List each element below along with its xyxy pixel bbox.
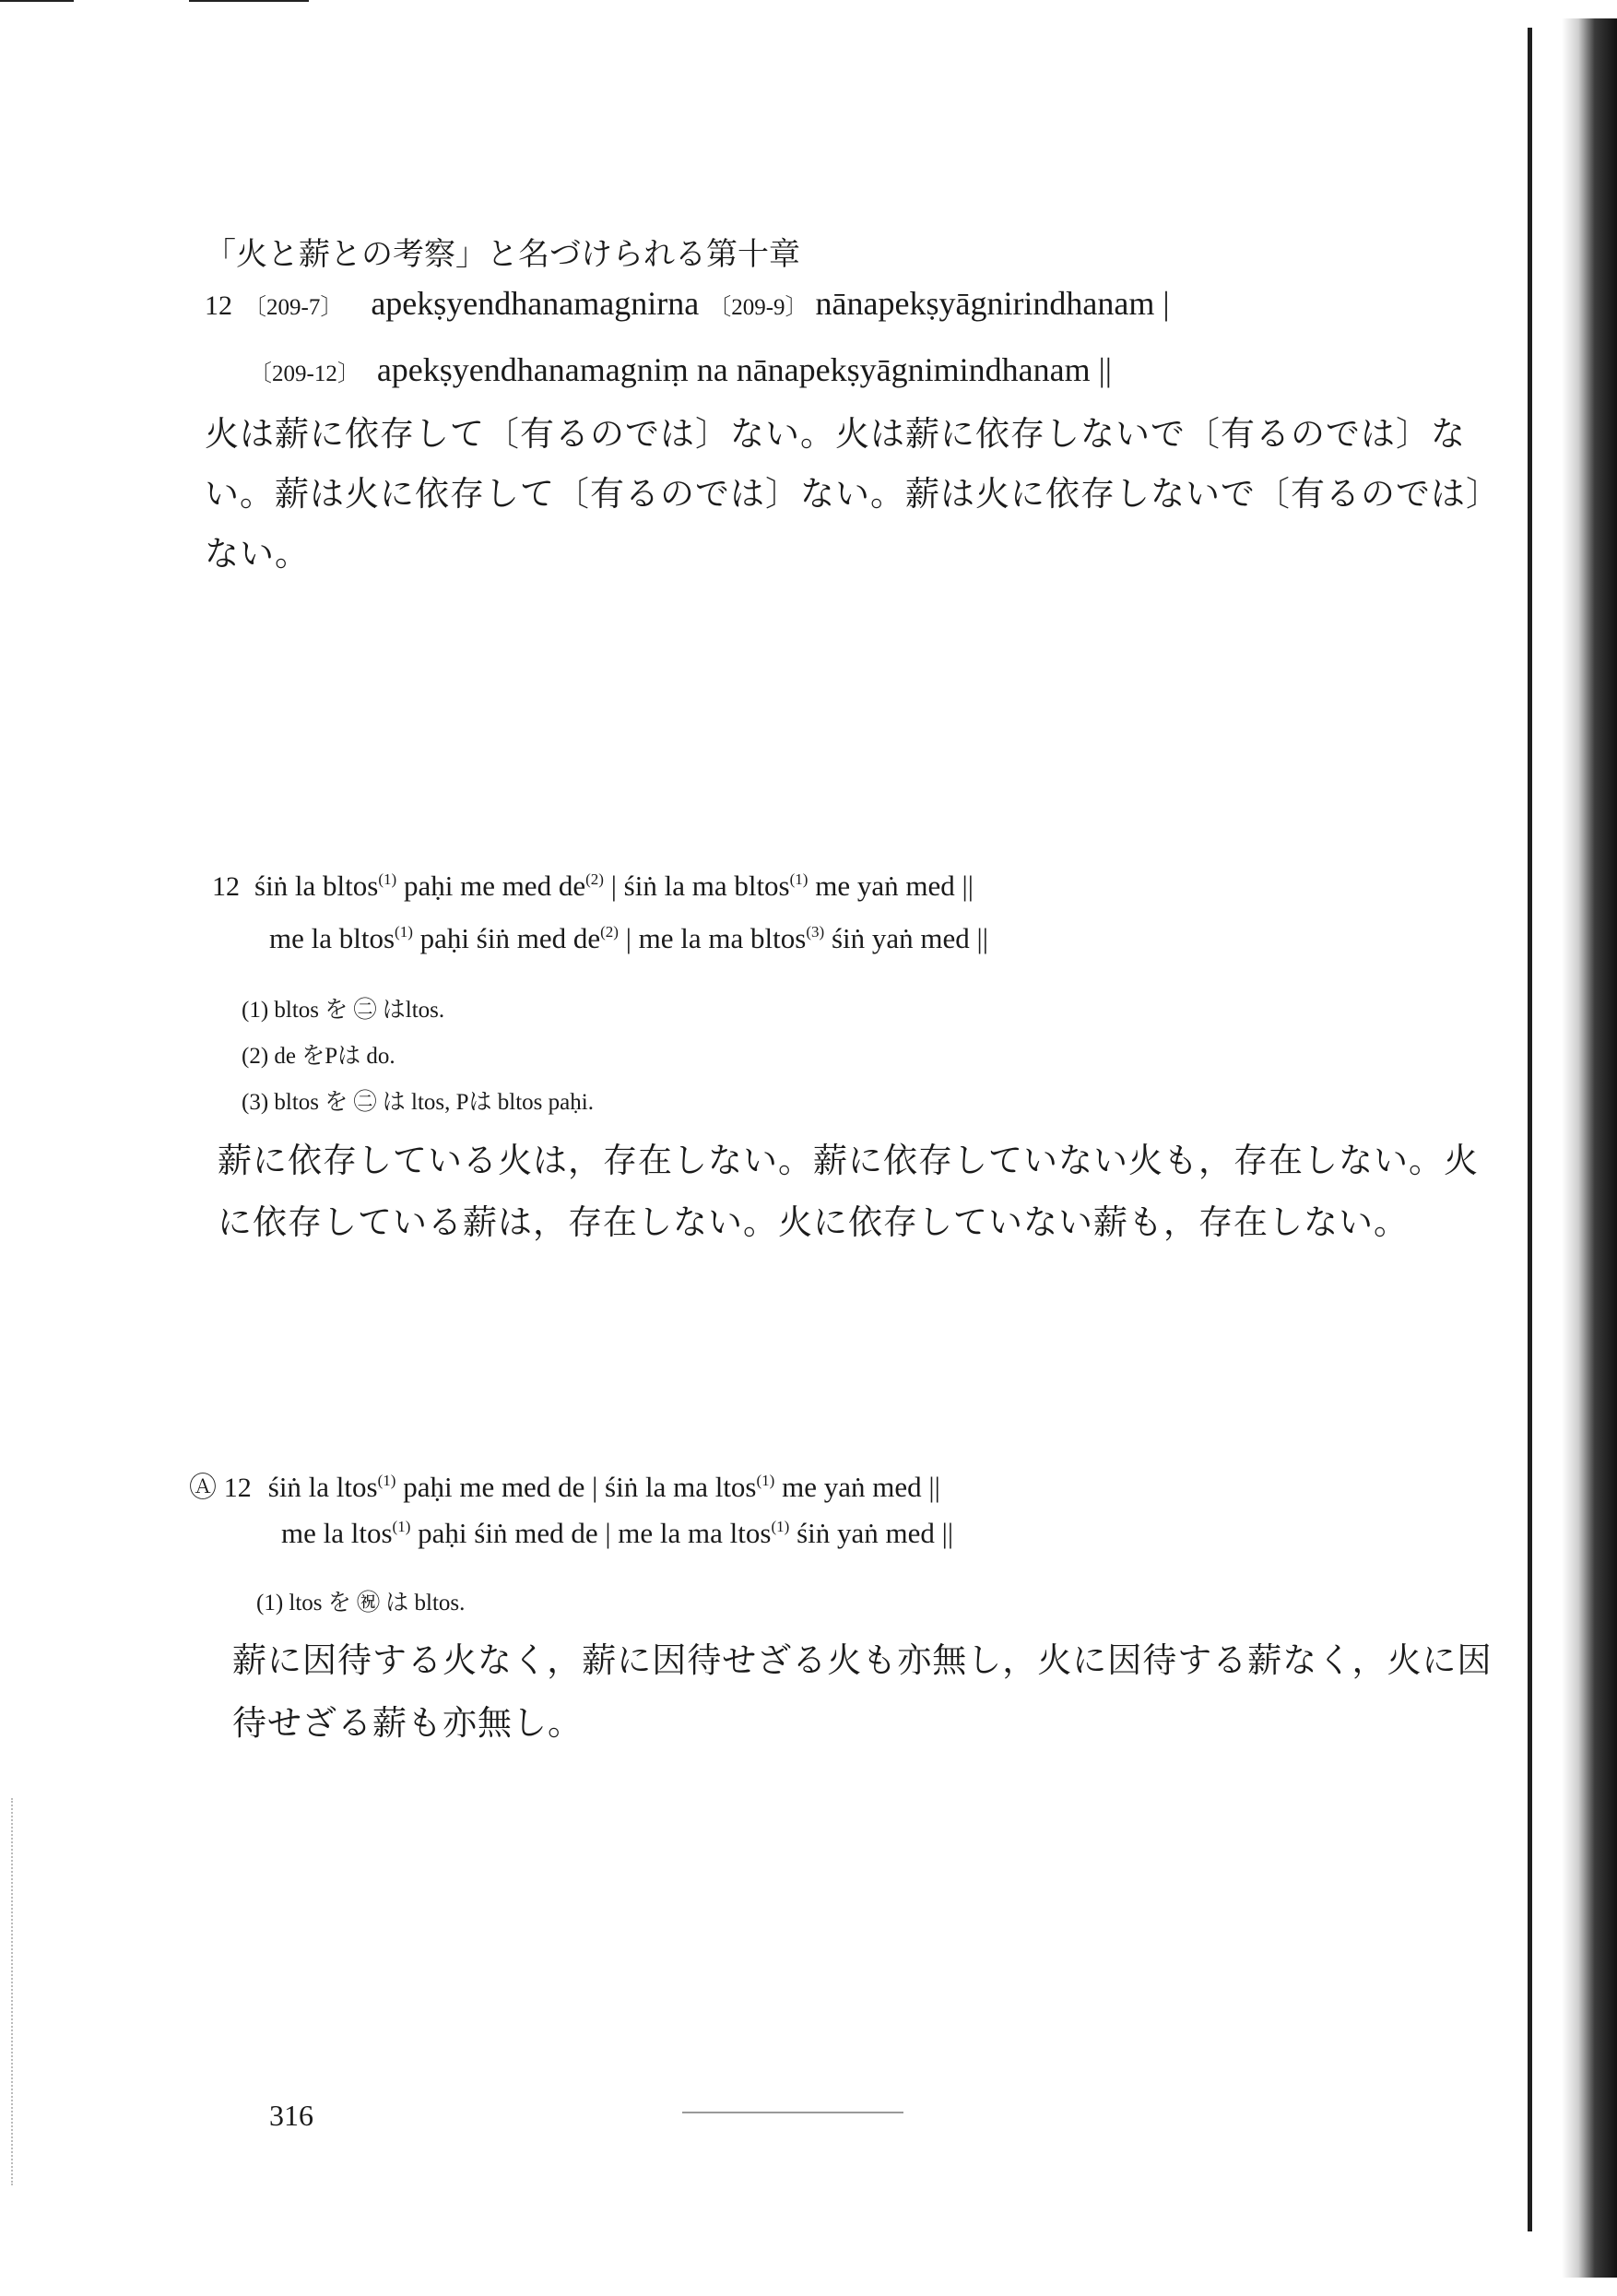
tibetan-line-2: me la bltos$^{(1)}$ paḥi śiṅ med $de^{(2)}$ | me la ma bltos$^{(3)}$ śiṅ yaṅ med || bbox=[269, 922, 988, 954]
scan-artifact-edge bbox=[11, 1798, 16, 2185]
sanskrit-translation-line-1: 火は薪に依存して〔有るのでは〕ない。火は薪に依存しないで〔有るのでは〕な bbox=[205, 414, 1466, 454]
sanskrit-text: nānapekṣyāgnirindhanam | bbox=[815, 285, 1170, 322]
tibetan-translation-line-2: に依存している薪は，存在しない。火に依存していない薪も，存在しない。 bbox=[218, 1202, 1409, 1242]
footnote-marker: (2) bbox=[585, 870, 604, 889]
tibetan-alt-line-2: me la ltos$^{(1)}$ paḥi śiṅ med de | me la ma ltos$^{(1)}$ śiṅ yaṅ med || bbox=[281, 1517, 954, 1549]
footnote-marker: (1) bbox=[395, 923, 413, 941]
footnote: (2) de をPは do. bbox=[242, 1044, 395, 1069]
tibetan-alt-translation-line-1: 薪に因待する火なく，薪に因待せざる火も亦無し，火に因待する薪なく，火に因 bbox=[232, 1640, 1493, 1680]
top-rule-right bbox=[189, 0, 309, 2]
verse-number: 12 bbox=[223, 1473, 252, 1503]
footnote-marker: (1) bbox=[756, 1472, 775, 1490]
sanskrit-translation-line-2: い。薪は火に依存して〔有るのでは〕ない。薪は火に依存しないで〔有るのでは〕 bbox=[205, 474, 1501, 514]
page-number: 316 bbox=[269, 2099, 313, 2132]
tibetan-translation-line-1: 薪に依存している火は，存在しない。薪に依存していない火も，存在しない。火 bbox=[218, 1141, 1479, 1180]
sanskrit-line-2 bbox=[249, 350, 1112, 389]
verse-number: 12 bbox=[212, 871, 240, 902]
footnote-marker: (1) bbox=[377, 1472, 396, 1490]
sanskrit-ref: 〔209-12〕 bbox=[249, 361, 360, 386]
footnote-marker: (1) bbox=[789, 870, 808, 889]
scan-artifact-line bbox=[682, 2112, 903, 2113]
footnote-marker: (1) bbox=[771, 1518, 790, 1536]
tibetan-line-1: 12 śiṅ la bltos$^{(1)}$ paḥi me med $de^{(2)}$ | śiṅ la ma bltos$^{(1)}$ me yaṅ med || bbox=[212, 870, 974, 902]
sanskrit-text: apekṣyendhanamagniṃ na nānapekṣyāgnimindhanam || bbox=[376, 351, 1112, 388]
sanskrit-ref: 〔209-7〕 bbox=[243, 295, 344, 320]
sanskrit-line-1 bbox=[205, 284, 1170, 323]
footnote-marker: (1) bbox=[392, 1518, 411, 1536]
footnote: (1) bltos を ㊁ はltos. bbox=[242, 998, 445, 1023]
footnote: (1) ltos を ㊗ は bltos. bbox=[256, 1591, 466, 1615]
chapter-title: 「火と薪との考察」と名づけられる第十章 bbox=[205, 236, 800, 273]
sanskrit-ref: 〔209-9〕 bbox=[708, 295, 808, 320]
footnote-marker: (3) bbox=[806, 923, 825, 941]
verse-number: 12 bbox=[205, 290, 232, 321]
tibetan-alt-line-1: Ⓐ 12 śiṅ la ltos$^{(1)}$ paḥi me med de | śiṅ la ma ltos$^{(1)}$ me yaṅ med || bbox=[189, 1471, 940, 1503]
binding-line bbox=[1528, 28, 1532, 2231]
sanskrit-translation-line-3: ない。 bbox=[205, 534, 310, 574]
edition-marker: Ⓐ bbox=[189, 1473, 217, 1503]
page-edge-shadow bbox=[1562, 18, 1617, 2278]
footnote-marker: (1) bbox=[378, 870, 397, 889]
footnote-marker: (2) bbox=[600, 923, 619, 941]
footnote: (3) bltos を ㊁ は ltos, Pは bltos paḥi. bbox=[242, 1090, 594, 1115]
sanskrit-text: apekṣyendhanamagnirna bbox=[371, 285, 700, 322]
tibetan-alt-translation-line-2: 待せざる薪も亦無し。 bbox=[232, 1703, 583, 1743]
top-rule-left bbox=[0, 0, 74, 2]
